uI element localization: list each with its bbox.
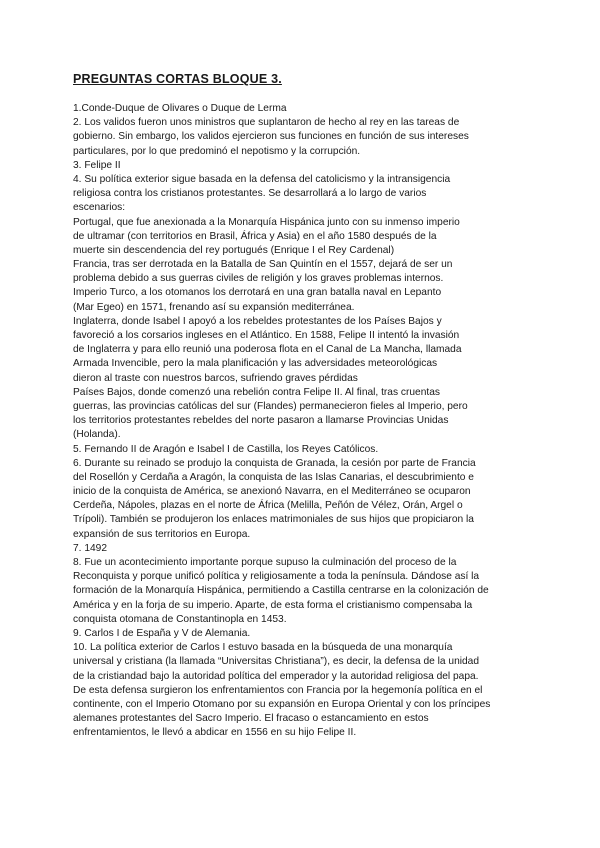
text-line: dieron al traste con nuestros barcos, sufriendo graves pérdidas: [73, 372, 358, 384]
text-line: 5. Fernando II de Aragón e Isabel I de Castilla, los Reyes Católicos.: [73, 443, 379, 455]
text-line: Imperio Turco, a los otomanos los derrotará en una gran batalla naval en Lepanto: [73, 287, 442, 299]
text-line: de ultramar (con territorios en Brasil, África y Asia) en el año 1580 después de la: [73, 230, 437, 242]
text-line: América y en la forja de su imperio. Aparte, de esta forma el cristianismo compensaba la: [73, 599, 473, 611]
text-line: alemanes protestantes del Sacro Imperio. El fracaso o estancamiento en estos: [73, 713, 429, 725]
text-line: favoreció a los corsarios ingleses en el Atlántico. En 1588, Felipe II intentó la invasión: [73, 330, 460, 341]
text-line: Países Bajos, donde comenzó una rebelión contra Felipe II. Al final, tras cruentas: [73, 386, 440, 398]
text-line: (Holanda).: [73, 429, 121, 441]
text-line: Trípoli). También se produjeron los enlaces matrimoniales de sus hijos que propiciaron la: [73, 514, 474, 526]
text-line: Inglaterra, donde Isabel I apoyó a los rebeldes protestantes de los Países Bajos y: [73, 315, 442, 327]
text-line: 3. Felipe II: [73, 159, 121, 171]
text-line: escenarios:: [73, 202, 126, 214]
text-line: 10. La política exterior de Carlos I estuvo basada en la búsqueda de una monarquía: [73, 642, 453, 654]
text-line: 1.Conde-Duque de Olivares o Duque de Lerma: [73, 103, 287, 114]
text-line: De esta defensa surgieron los enfrentamientos con Francia por la hegemonía política en el: [73, 684, 483, 696]
text-line: del Rosellón y Cerdaña a Aragón, la conquista de las Islas Canarias, el descubrimiento e: [73, 471, 474, 483]
text-line: guerras, las provincias católicas del sur (Flandes) permanecieron fieles al Imperio, pero: [73, 400, 468, 412]
text-line: de Inglaterra y para ello reunió una poderosa flota en el Canal de La Mancha, llamada: [73, 344, 462, 356]
text-line: Reconquista y porque unificó política y religiosamente a toda la península. Dándose así la: [73, 571, 480, 583]
page-title: PREGUNTAS CORTAS BLOQUE 3.: [73, 72, 282, 86]
text-line: los territorios protestantes rebeldes del norte pasaron a llamarse Provincias Unidas: [73, 415, 449, 427]
text-line: enfrentamientos, le llevó a abdicar en 1556 en su hijo Felipe II.: [73, 727, 357, 739]
text-line: formación de la Monarquía Hispánica, permitiendo a Castilla centrarse en la colonización de: [73, 585, 489, 597]
text-line: 9. Carlos I de España y V de Alemania.: [73, 627, 251, 639]
text-line: continente, con el Imperio Otomano por su expansión en Europa Oriental y con los príncipes: [73, 698, 491, 710]
text-line: religiosa contra los cristianos protestantes. Se desarrollará a lo largo de varios: [73, 188, 427, 200]
text-line: 6. Durante su reinado se produjo la conquista de Granada, la cesión por parte de Francia: [73, 457, 476, 469]
text-line: universal y cristiana (la llamada “Universitas Christiana”), es decir, la defensa de la unidad: [73, 656, 479, 668]
text-line: gobierno. Sin embargo, los validos ejercieron sus funciones en función de sus intereses: [73, 131, 469, 143]
text-line: 8. Fue un acontecimiento importante porque supuso la culminación del proceso de la: [73, 557, 457, 568]
text-line: Cerdeña, Nápoles, plazas en el norte de África (Melilla, Peñón de Vélez, Orán, Argel o: [73, 500, 463, 512]
text-line: Portugal, que fue anexionada a la Monarquía Hispánica junto con su inmenso imperio: [73, 216, 460, 228]
text-line: particulares, por lo que predominó el nepotismo y la corrupción.: [73, 145, 361, 157]
text-line: 7. 1492: [73, 542, 107, 554]
text-line: Armada Invencible, pero la mala planificación y las adversidades meteorológicas: [73, 358, 438, 370]
text-line: inicio de la conquista de América, se anexionó Navarra, en el Mediterráneo se ocuparon: [73, 486, 471, 498]
text-line: (Mar Egeo) en 1571, frenando así su expansión mediterránea.: [73, 301, 355, 313]
text-line: de la cristiandad bajo la autoridad política del emperador y la autoridad religiosa del papa.: [73, 670, 479, 682]
text-line: 4. Su política exterior sigue basada en la defensa del catolicismo y la intransigencia: [73, 173, 451, 185]
text-line: expansión de sus territorios en Europa.: [73, 528, 251, 540]
text-line: conquista otomana de Constantinopla en 1453.: [73, 613, 287, 625]
text-line: 2. Los validos fueron unos ministros que suplantaron de hecho al rey en las tareas de: [73, 117, 460, 129]
text-line: problema debido a sus guerras civiles de religión y los graves problemas internos.: [73, 273, 444, 285]
text-line: Francia, tras ser derrotada en la Batalla de San Quintín en el 1557, dejará de ser un: [73, 259, 453, 271]
text-line: muerte sin descendencia del rey portugués (Enrique I el Rey Cardenal): [73, 244, 395, 256]
document-body: [73, 102, 543, 740]
